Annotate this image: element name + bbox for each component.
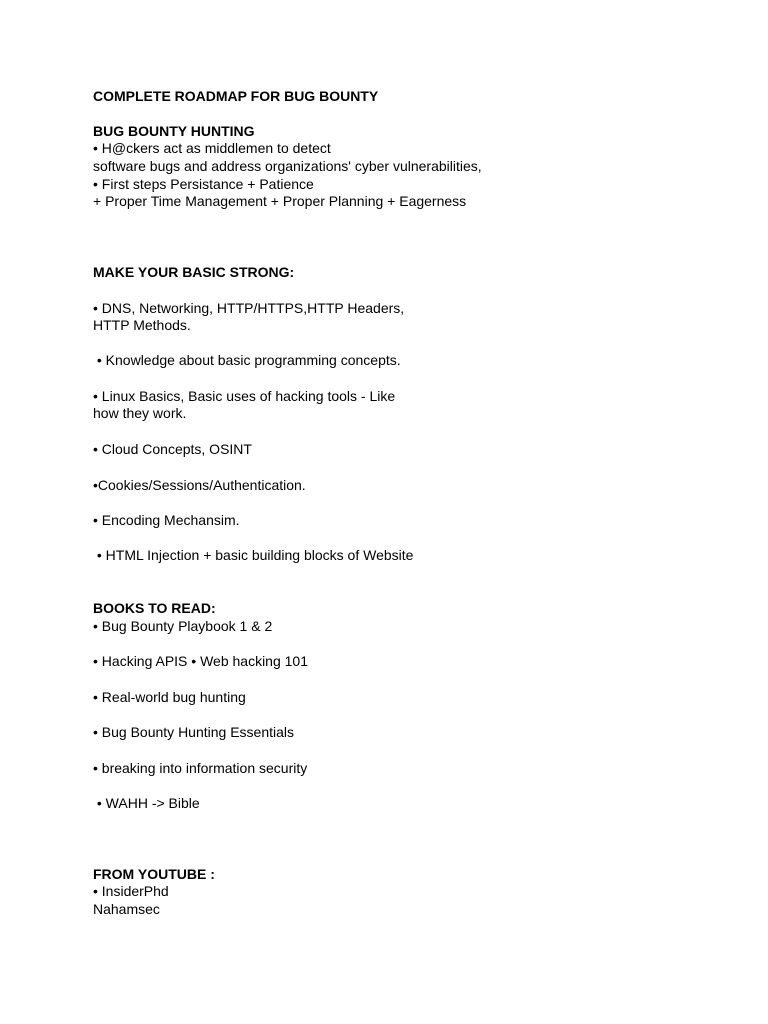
bullet-item: • Bug Bounty Playbook 1 & 2: [93, 618, 273, 634]
bullet-item: • Linux Basics, Basic uses of hacking tools - Like: [93, 388, 396, 404]
bullet-item: • Real-world bug hunting: [93, 689, 246, 705]
bullet-item: • Encoding Mechansim.: [93, 512, 240, 528]
bullet-item: • DNS, Networking, HTTP/HTTPS,HTTP Headers,: [93, 300, 405, 316]
section-heading-youtube: FROM YOUTUBE :: [93, 866, 215, 882]
paragraph-line: Nahamsec: [93, 901, 160, 917]
section-heading-books: BOOKS TO READ:: [93, 600, 216, 616]
section-heading-bug-bounty-hunting: BUG BOUNTY HUNTING: [93, 123, 255, 139]
paragraph-line: HTTP Methods.: [93, 317, 191, 333]
paragraph-line: how they work.: [93, 405, 187, 421]
bullet-item: •Cookies/Sessions/Authentication.: [93, 477, 306, 493]
bullet-item: • WAHH -> Bible: [93, 795, 200, 811]
bullet-item: • First steps Persistance + Patience: [93, 176, 314, 192]
section-heading-basics: MAKE YOUR BASIC STRONG:: [93, 264, 295, 280]
bullet-item: • breaking into information security: [93, 760, 308, 776]
document-title: COMPLETE ROADMAP FOR BUG BOUNTY: [93, 88, 379, 104]
bullet-item: • Bug Bounty Hunting Essentials: [93, 724, 295, 740]
bullet-item: • Cloud Concepts, OSINT: [93, 441, 252, 457]
bullet-item: • InsiderPhd: [93, 883, 169, 899]
paragraph-line: • H@ckers act as middlemen to detect: [93, 140, 331, 156]
paragraph-line: software bugs and address organizations' cyber vulnerabilities,: [93, 158, 482, 174]
bullet-item: • Knowledge about basic programming concepts.: [93, 352, 401, 368]
paragraph-line: + Proper Time Management + Proper Planning + Eagerness: [93, 193, 467, 209]
bullet-item: • Hacking APIS • Web hacking 101: [93, 653, 308, 669]
bullet-item: • HTML Injection + basic building blocks of Website: [93, 547, 414, 563]
